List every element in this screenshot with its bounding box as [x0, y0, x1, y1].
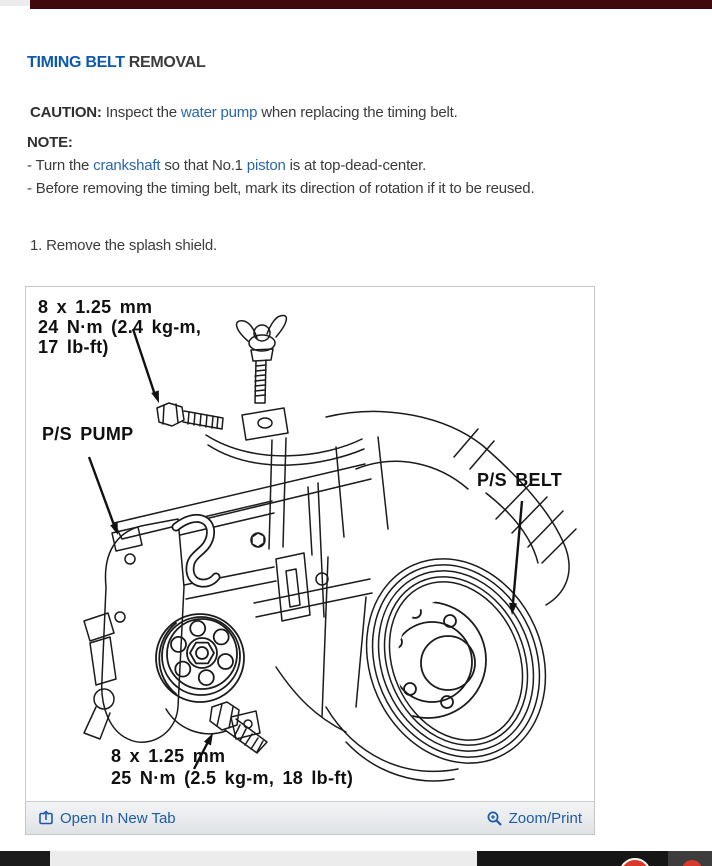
- caution-paragraph: [30, 104, 458, 121]
- water-pump-link[interactable]: water pump: [180, 104, 258, 121]
- note1-pre: - Turn the: [27, 157, 94, 174]
- pump-pulley: [156, 614, 244, 702]
- torque-spec-top-line1: 8 x 1.25 mm: [38, 297, 153, 317]
- arrow-bottom-bolt: [204, 733, 213, 746]
- open-in-new-tab-label: Open In New Tab: [60, 809, 176, 827]
- ps-pump-label: P/S PUMP: [42, 424, 134, 444]
- crankshaft-link[interactable]: crankshaft: [93, 157, 161, 174]
- caution-label: CAUTION:: [30, 104, 102, 121]
- magnifier-zoom-icon: [486, 810, 503, 827]
- piston-link[interactable]: piston: [246, 157, 286, 174]
- note1-post: is at top-dead-center.: [285, 157, 427, 174]
- wing-nut: [237, 315, 287, 403]
- bottom-bar-light-middle: [50, 851, 477, 866]
- torque-spec-top-line3: 17 lb-ft): [38, 337, 109, 357]
- engine-line-art: [84, 315, 577, 791]
- ps-belt-drawing: [335, 530, 578, 792]
- arrow-top-bolt: [151, 390, 159, 403]
- open-in-new-tab-icon: [38, 810, 54, 826]
- torque-spec-bottom-line1: 8 x 1.25 mm: [111, 746, 226, 766]
- zoom-print-link[interactable]: [486, 810, 582, 827]
- top-edge-fragment: [0, 0, 30, 6]
- engine-diagram: [26, 287, 592, 800]
- upper-bolt: [157, 403, 223, 429]
- torque-spec-top-line2: 24 N·m (2.4 kg-m,: [38, 317, 202, 337]
- note-item-2: - Before removing the timing belt, mark its direction of rotation if it to be reused.: [27, 180, 535, 197]
- caution-text-post: when replacing the timing belt.: [257, 104, 458, 121]
- ps-belt-label: P/S BELT: [477, 470, 563, 490]
- top-maroon-bar: [30, 0, 712, 9]
- title-rest: REMOVAL: [128, 53, 206, 71]
- note-item-1: [27, 154, 534, 177]
- step-1-text: 1. Remove the splash shield.: [30, 237, 218, 254]
- diagram-toolbar: [26, 801, 594, 834]
- page-title: [27, 54, 205, 72]
- note-block: [27, 131, 534, 200]
- bottom-edge-bar: [0, 851, 712, 866]
- note1-mid: so that No.1: [160, 157, 247, 174]
- bottom-bar-dark-left: [0, 851, 50, 866]
- open-in-new-tab-link[interactable]: [38, 810, 176, 827]
- zoom-print-label: Zoom/Print: [508, 809, 582, 827]
- caution-text-pre: Inspect the: [101, 104, 181, 121]
- diagram-labels: [38, 297, 562, 788]
- torque-spec-bottom-line2: 25 N·m (2.5 kg-m, 18 lb-ft): [111, 768, 354, 788]
- title-highlight: TIMING BELT: [27, 53, 125, 71]
- diagram-panel: [25, 286, 595, 835]
- note-label: NOTE:: [27, 134, 73, 151]
